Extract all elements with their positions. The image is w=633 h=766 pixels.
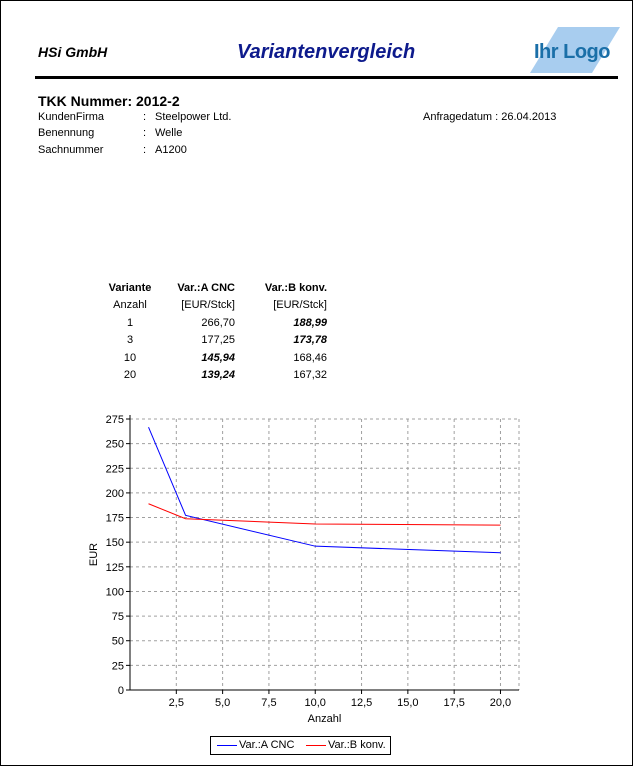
y-tick-label: 275 (105, 414, 124, 426)
logo-text: Ihr Logo (534, 41, 610, 63)
y-axis-title: EUR (88, 542, 100, 567)
info-value: A1200 (155, 144, 187, 156)
x-tick-label: 17,5 (443, 697, 465, 709)
price-b-cell: 173,78 (293, 334, 327, 347)
price-a-cell: 177,25 (201, 334, 235, 347)
column-header: Var.:A CNC (177, 281, 235, 294)
price-a-cell: 139,24 (201, 369, 235, 382)
tkk-number: TKK Nummer: 2012-2 (38, 93, 180, 109)
series-line-b (149, 504, 501, 525)
y-tick-label: 175 (105, 512, 124, 525)
x-tick-label: 2,5 (168, 697, 184, 709)
info-value: Steelpower Ltd. (155, 111, 232, 123)
quantity-cell: 10 (123, 351, 137, 364)
info-separator: : (143, 144, 147, 156)
column-subheader: [EUR/Stck] (181, 299, 235, 312)
info-separator: : (143, 111, 147, 123)
y-tick-label: 250 (105, 438, 124, 451)
price-b-cell: 188,99 (293, 316, 327, 329)
legend-label-a: Var.:A CNC (239, 739, 295, 751)
price-b-cell: 167,32 (293, 369, 327, 382)
quantity-cell: 20 (123, 369, 137, 382)
y-tick-label: 75 (111, 611, 124, 624)
quantity-cell: 1 (126, 316, 134, 329)
price-a-cell: 145,94 (201, 351, 235, 364)
info-label: Sachnummer (38, 144, 104, 156)
y-tick-label: 200 (105, 487, 124, 500)
company-name: HSi GmbH (38, 44, 108, 60)
y-tick-label: 150 (105, 537, 124, 550)
series-line-a (149, 427, 501, 553)
x-tick-label: 10,0 (304, 697, 326, 709)
y-tick-label: 225 (105, 463, 124, 476)
legend-swatch-a (217, 745, 237, 746)
info-label: Benennung (38, 127, 95, 139)
x-tick-label: 12,5 (350, 697, 373, 709)
report-title: Variantenvergleich (237, 41, 416, 63)
price-a-cell: 266,70 (201, 316, 235, 329)
x-tick-label: 5,0 (214, 697, 231, 709)
x-tick-label: 15,0 (397, 697, 419, 709)
info-label: KundenFirma (38, 111, 105, 123)
column-subheader: [EUR/Stck] (273, 299, 327, 312)
column-header: Variante (108, 281, 152, 294)
quantity-cell: 3 (126, 334, 134, 347)
legend-label-b: Var.:B konv. (328, 739, 386, 751)
legend-swatch-b (306, 745, 326, 746)
price-b-cell: 168,46 (293, 351, 327, 364)
y-tick-label: 100 (105, 586, 124, 599)
request-date: Anfragedatum : 26.04.2013 (423, 111, 557, 123)
info-value: Welle (155, 127, 183, 139)
y-tick-label: 0 (117, 685, 124, 697)
chart-legend (210, 736, 391, 755)
x-tick-label: 20,0 (489, 697, 512, 709)
x-tick-label: 7,5 (261, 697, 277, 709)
y-tick-label: 50 (111, 635, 124, 648)
x-axis-title: Anzahl (307, 713, 342, 725)
y-tick-label: 125 (105, 561, 124, 574)
column-subheader: Anzahl (113, 299, 147, 312)
y-tick-label: 25 (111, 660, 124, 673)
column-header: Var.:B konv. (264, 281, 327, 294)
info-separator: : (143, 127, 147, 139)
price-chart (1, 1, 632, 765)
